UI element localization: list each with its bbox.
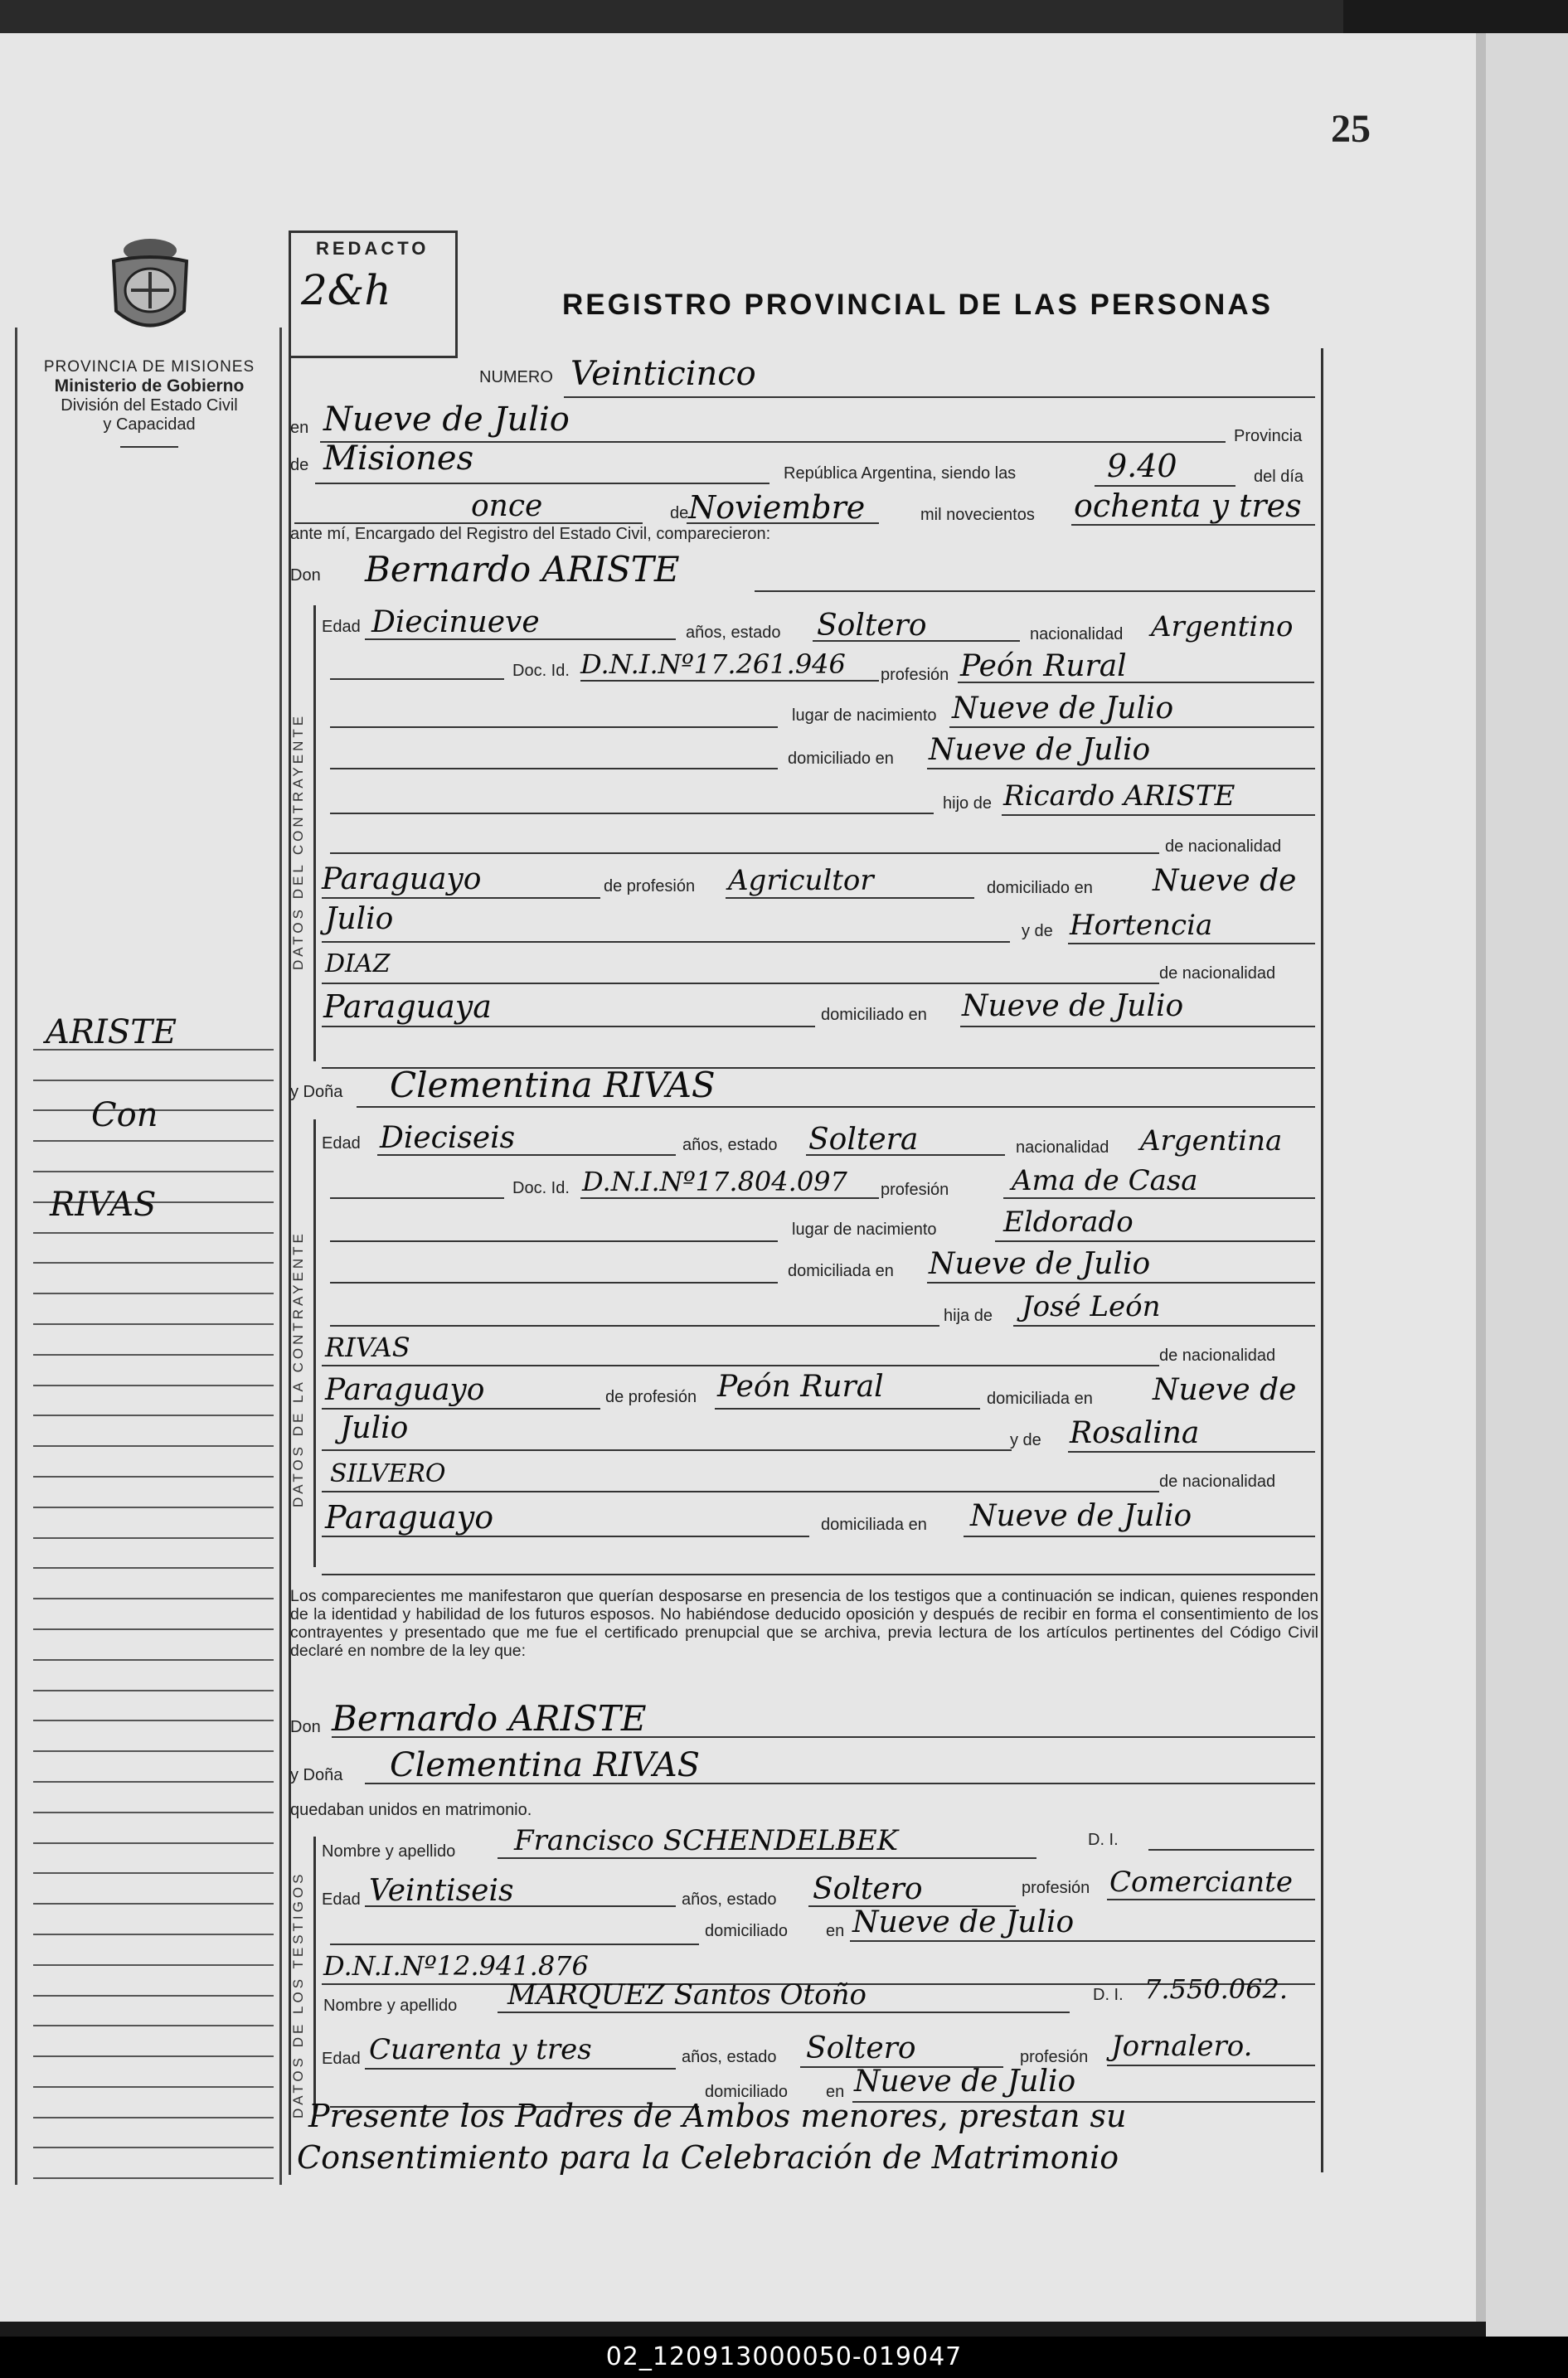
label-domiciliada-2: domiciliada en — [987, 1390, 1093, 1408]
rule — [1002, 814, 1315, 816]
label-anos-estado: años, estado — [686, 624, 781, 642]
label-quedaban: quedaban unidos en matrimonio. — [290, 1801, 532, 1819]
rule — [322, 1574, 1315, 1575]
label-di: D. I. — [1088, 1831, 1119, 1849]
label-anos-estado-2: años, estado — [682, 1136, 778, 1154]
label-domiciliado: domiciliado en — [788, 750, 894, 768]
rule — [1071, 524, 1315, 526]
rule — [330, 768, 778, 769]
entry-novio-madre-dom: Nueve de Julio — [962, 989, 1184, 1023]
rule — [330, 1240, 778, 1242]
rule — [580, 1197, 879, 1199]
label-de-mes: de — [670, 504, 689, 522]
entry-novio-doc: D.N.I.Nº17.261.946 — [580, 648, 846, 680]
rule — [1013, 1325, 1315, 1327]
entry-novia-madre: Rosalina — [1070, 1416, 1200, 1450]
label-y-de: y de — [1022, 922, 1053, 940]
entry-novia-estado: Soltera — [808, 1123, 919, 1157]
rule — [322, 983, 1159, 984]
entry-novio-madre: Hortencia — [1070, 909, 1213, 942]
label-domiciliado-3: domiciliado en — [821, 1006, 927, 1024]
rule — [315, 483, 769, 484]
document-title: REGISTRO PROVINCIAL DE LAS PERSONAS — [562, 289, 1273, 321]
rule — [377, 1154, 676, 1156]
rule — [958, 682, 1314, 683]
rule — [1107, 2065, 1315, 2066]
rule — [294, 522, 643, 524]
entry-hora: 9.40 — [1107, 448, 1177, 484]
label-domiciliada-3: domiciliada en — [821, 1516, 927, 1534]
page-number: 25 — [1331, 107, 1371, 151]
label-edad-t2: Edad — [322, 2050, 361, 2068]
entry-t2-edad: Cuarenta y tres — [369, 2033, 592, 2066]
rule — [357, 1106, 1315, 1108]
label-provincia: Provincia — [1234, 427, 1303, 445]
label-di-2: D. I. — [1093, 1986, 1124, 2004]
label-domiciliada: domiciliada en — [788, 1262, 894, 1280]
entry-anio: ochenta y tres — [1074, 488, 1302, 524]
label-edad-2: Edad — [322, 1134, 361, 1153]
label-del-dia: del día — [1254, 468, 1304, 486]
entry-t1-estado: Soltero — [813, 1872, 923, 1906]
entry-novio-padre-dom: Nueve de — [1153, 864, 1297, 898]
entry-numero: Veinticinco — [570, 355, 756, 393]
entry-novio-padre-dom2: Julio — [325, 902, 394, 936]
label-de-nacionalidad-4: de nacionalidad — [1159, 1473, 1276, 1491]
rule — [330, 1282, 778, 1284]
label-de-nacionalidad: de nacionalidad — [1165, 837, 1282, 856]
division-name: División del Estado Civil — [61, 396, 238, 415]
label-domiciliado-2: domiciliado en — [987, 879, 1093, 897]
entry-novio-estado: Soltero — [817, 609, 927, 643]
rule — [995, 1240, 1315, 1242]
margin-con: Con — [91, 1096, 158, 1134]
witnesses-section-label: DATOS DE LOS TESTIGOS — [290, 1871, 306, 2118]
entry-novio-lugar-nac: Nueve de Julio — [952, 692, 1174, 726]
label-edad-t1: Edad — [322, 1890, 361, 1909]
rule — [960, 1026, 1315, 1027]
rule — [322, 941, 1010, 943]
ministry-name: Ministerio de Gobierno — [54, 376, 245, 396]
entry-t2-dom: Nueve de Julio — [854, 2065, 1076, 2099]
entry-novio-padre-prof: Agricultor — [728, 864, 874, 897]
label-de-nacionalidad-2: de nacionalidad — [1159, 964, 1276, 983]
entry-novia-doc: D.N.I.Nº17.804.097 — [582, 1166, 847, 1197]
label-mil: mil novecientos — [920, 506, 1035, 524]
entry-novia-padre2: RIVAS — [325, 1332, 410, 1363]
rule — [330, 813, 934, 814]
label-hija-de: hija de — [944, 1307, 993, 1325]
rule — [964, 1536, 1315, 1537]
rule — [927, 1282, 1315, 1284]
rule — [1107, 1899, 1315, 1900]
label-profesion-2: profesión — [881, 1181, 949, 1199]
entry-novia-domicilio: Nueve de Julio — [929, 1247, 1151, 1281]
rule — [322, 1408, 600, 1410]
entry-novia: Clementina RIVAS — [390, 1065, 716, 1105]
rule — [580, 680, 879, 682]
rule — [813, 640, 1020, 642]
rule — [498, 2012, 1070, 2013]
entry-novio-nac: Argentino — [1151, 610, 1294, 643]
rule — [330, 852, 1159, 854]
entry-novio-madre-nac: Paraguaya — [323, 988, 492, 1025]
redacto-initials: 2&h — [301, 266, 391, 314]
rule — [806, 1154, 1005, 1156]
label-de-nacionalidad-3: de nacionalidad — [1159, 1347, 1276, 1365]
label-anos-estado-t2: años, estado — [682, 2048, 777, 2066]
entry-t1-edad: Veintiseis — [369, 1874, 514, 1908]
label-profesion: profesión — [881, 666, 949, 684]
label-profesion-t1: profesión — [1022, 1879, 1090, 1897]
label-profesion-t2: profesión — [1020, 2048, 1089, 2066]
label-don-2: Don — [290, 1718, 321, 1736]
entry-novia-madre-nac: Paraguayo — [325, 1499, 494, 1536]
rule — [949, 726, 1314, 728]
label-anos-estado-t1: años, estado — [682, 1890, 777, 1909]
rule — [687, 522, 879, 524]
groom-data-block — [313, 605, 316, 1061]
declaration-paragraph: Los comparecientes me manifestaron que querían desposarse en presencia de los testigos que a continuación se indican, quienes responden de la identidad y habilidad de los futuros esposos. No habiéndose deducido oposición y después de recibir en forma el consentimiento de los contrayentes y presentado que me fue el certificado prenupcial que se archiva, previa lectura de los artículos pertinentes del Código Civil declaré en nombre de la ley que: — [290, 1587, 1318, 1660]
label-doc-id: Doc. Id. — [512, 662, 570, 680]
label-nombre-apellido-2: Nombre y apellido — [323, 1997, 458, 2015]
entry-novio-padre-nac: Paraguayo — [322, 862, 482, 896]
entry-novia-padre-dom2: Julio — [340, 1411, 409, 1445]
entry-dona2: Clementina RIVAS — [390, 1746, 701, 1784]
image-footer — [0, 2337, 1568, 2378]
entry-novia-padre-nac: Paraguayo — [325, 1373, 485, 1407]
note-line-1: Presente los Padres de Ambos menores, prestan su — [308, 2098, 1127, 2134]
entry-t1-dom: Nueve de Julio — [852, 1905, 1075, 1939]
rule — [1095, 485, 1235, 487]
form-right-border — [1321, 348, 1323, 2172]
rule — [564, 396, 1315, 398]
rule — [365, 638, 676, 640]
label-ante-mi: ante mí, Encargado del Registro del Estado Civil, comparecieron: — [290, 525, 771, 543]
label-en: en — [290, 419, 309, 437]
label-lugar-nac-2: lugar de nacimiento — [792, 1221, 937, 1239]
rule — [1148, 1849, 1314, 1851]
rule — [332, 1736, 1315, 1738]
label-domiciliado-t2: domiciliado — [705, 2083, 789, 2101]
entry-novio-madre2: DIAZ — [325, 949, 391, 978]
rule — [365, 1783, 1315, 1784]
entry-t2-estado: Soltero — [806, 2031, 916, 2065]
rule — [330, 678, 504, 680]
entry-t2-nombre: MARQUEZ Santos Otoño — [507, 1978, 867, 2012]
label-doc-id-2: Doc. Id. — [512, 1179, 570, 1197]
label-nacionalidad-2: nacionalidad — [1016, 1138, 1109, 1157]
entry-novia-nac: Argentina — [1140, 1124, 1283, 1157]
entry-novio: Bernardo ARISTE — [365, 549, 680, 590]
entry-mes: Noviembre — [688, 489, 866, 526]
margin-surname-1: ARISTE — [46, 1013, 177, 1051]
witnesses-data-block — [313, 1837, 316, 2118]
rule — [498, 1857, 1036, 1859]
rule — [330, 1197, 504, 1199]
image-id: 02_120913000050-019047 — [605, 2342, 963, 2371]
entry-novio-prof: Peón Rural — [960, 649, 1127, 683]
entry-lugar: Nueve de Julio — [323, 400, 570, 439]
entry-novia-madre2: SILVERO — [330, 1459, 446, 1488]
rule — [1003, 1197, 1315, 1199]
label-numero: NUMERO — [479, 368, 553, 386]
rule — [330, 726, 778, 728]
rule — [726, 897, 974, 899]
bride-data-block — [313, 1119, 316, 1567]
book-edge-right — [1486, 33, 1568, 2338]
label-en-t1: en — [826, 1922, 845, 1940]
provincial-seal-icon — [101, 232, 199, 340]
rule — [330, 1325, 939, 1327]
label-nombre-apellido: Nombre y apellido — [322, 1842, 456, 1861]
label-de-profesion: de profesión — [604, 877, 696, 895]
groom-section-label: DATOS DEL CONTRAYENTE — [290, 712, 306, 970]
label-nacionalidad: nacionalidad — [1030, 625, 1124, 643]
entry-t2-prof: Jornalero. — [1111, 2030, 1253, 2063]
label-edad: Edad — [322, 618, 361, 636]
bride-section-label: DATOS DE LA CONTRAYENTE — [290, 1230, 306, 1507]
label-lugar-nac: lugar de nacimiento — [792, 706, 937, 725]
entry-novia-padre: José León — [1022, 1290, 1161, 1323]
entry-novio-domicilio: Nueve de Julio — [929, 733, 1151, 767]
rule — [322, 1491, 1159, 1492]
rule — [927, 768, 1315, 769]
entry-novia-edad: Dieciseis — [380, 1121, 516, 1155]
note-line-2: Consentimiento para la Celebración de Matrimonio — [297, 2139, 1119, 2176]
rule — [755, 590, 1315, 592]
rule — [365, 1905, 676, 1907]
entry-novia-lugar-nac: Eldorado — [1003, 1206, 1134, 1239]
entry-dia: once — [471, 489, 543, 523]
label-domiciliado-t1: domiciliado — [705, 1922, 789, 1940]
division-name-2: y Capacidad — [103, 415, 196, 434]
entry-novio-padre: Ricardo ARISTE — [1003, 779, 1235, 813]
rule — [322, 897, 600, 899]
label-en-t2: en — [826, 2083, 845, 2101]
entry-novia-padre-prof: Peón Rural — [717, 1370, 884, 1404]
rule — [322, 1449, 1012, 1451]
label-de-profesion-2: de profesión — [605, 1388, 697, 1406]
label-y-dona-2: y Doña — [290, 1766, 343, 1784]
margin-surname-2: RIVAS — [50, 1186, 157, 1224]
entry-novio-edad: Diecinueve — [371, 605, 540, 639]
label-de: de — [290, 456, 309, 474]
rule — [1068, 1451, 1315, 1453]
entry-don2: Bernardo ARISTE — [332, 1698, 647, 1739]
entry-novia-padre-dom: Nueve de — [1153, 1373, 1297, 1407]
rule — [322, 1365, 1159, 1366]
province-name: PROVINCIA DE MISIONES — [43, 358, 255, 376]
rule — [365, 2068, 676, 2070]
label-y-de-2: y de — [1010, 1431, 1041, 1449]
rule — [850, 1940, 1315, 1942]
rule — [322, 1026, 815, 1027]
rule — [715, 1408, 980, 1410]
entry-t1-prof: Comerciante — [1109, 1866, 1293, 1899]
entry-t1-doc: D.N.I.Nº12.941.876 — [323, 1950, 589, 1982]
entry-t1-nombre: Francisco SCHENDELBEK — [514, 1824, 899, 1857]
entry-provincia: Misiones — [323, 439, 474, 478]
entry-novia-prof: Ama de Casa — [1012, 1164, 1198, 1197]
label-y-dona: y Doña — [290, 1083, 343, 1101]
entry-t2-doc: 7.550.062. — [1144, 1973, 1289, 2005]
rule — [330, 1944, 699, 1945]
rule — [1068, 943, 1315, 944]
label-hijo-de: hijo de — [943, 794, 992, 813]
rule — [322, 1536, 809, 1537]
label-republica: República Argentina, siendo las — [784, 464, 1017, 483]
entry-novia-madre-dom: Nueve de Julio — [970, 1499, 1192, 1533]
redacto-label: REDACTO — [316, 238, 430, 259]
redacto-stamp — [289, 231, 458, 358]
label-don: Don — [290, 566, 321, 585]
